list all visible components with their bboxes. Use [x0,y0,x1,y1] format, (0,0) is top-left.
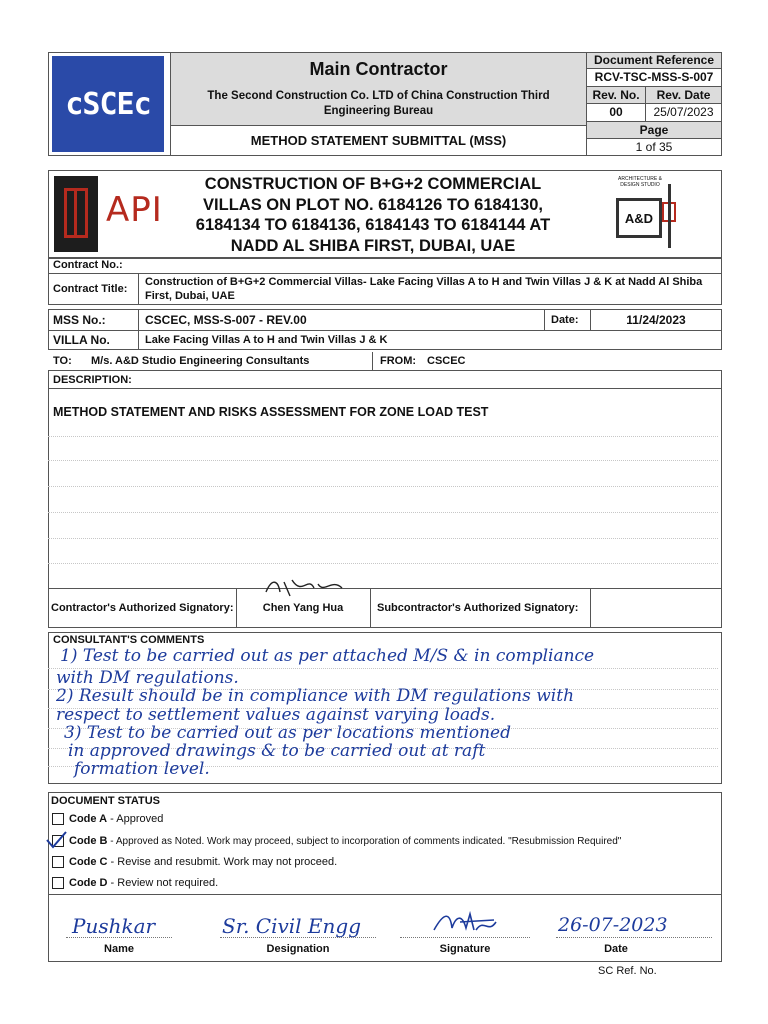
comment-line-6: in approved drawings & to be carried out at raft [68,741,486,761]
mss-date-label: Date: [551,314,579,326]
villa-value: Lake Facing Villas A to H and Twin Villas J & K [145,334,388,346]
from-value: CSCEC [427,355,466,367]
name-label: Name [104,943,134,955]
code-a-code: Code A [69,813,108,825]
code-d-desc: - Review not required. [107,877,219,889]
doc-ref-value: RCV-TSC-MSS-S-007 [586,68,722,87]
page-value: 1 of 35 [586,138,722,156]
contractor-signature-mark [262,574,348,600]
contractor-signatory-label: Contractor's Authorized Signatory: [51,602,234,614]
to-value: M/s. A&D Studio Engineering Consultants [91,355,310,367]
code-d-code: Code D [69,877,108,889]
mss-date-value: 11/24/2023 [626,313,686,327]
approver-signature-mark [430,908,500,938]
submittal-type: METHOD STATEMENT SUBMITTAL (MSS) [250,133,507,148]
subcontractor-signatory-label: Subcontractor's Authorized Signatory: [377,602,579,614]
page-label: Page [586,121,722,139]
ad-logo-text: A&D [624,210,654,226]
mss-no-value: CSCEC, MSS-S-007 - REV.00 [145,313,307,327]
code-d-option [69,877,218,889]
approval-date-handwritten: 26-07-2023 [558,914,668,936]
api-logo-text: API [106,190,163,230]
contract-no-label: Contract No.: [53,259,123,271]
status-label: DOCUMENT STATUS [51,795,160,807]
contract-title-label: Contract Title: [53,283,128,295]
company-name: The Second Construction Co. LTD of China Construction Third Engineering Bureau [170,85,586,125]
comment-line-1: 1) Test to be carried out as per attached M/S & in compliance [60,646,595,666]
contract-title-value: Construction of B+G+2 Commercial Villas- Lake Facing Villas A to H and Twin Villas J & K at Nadd Al Shiba First, Dubai, UAE [145,276,703,302]
ad-logo-caption: ARCHITECTURE & DESIGN STUDIO [618,176,662,188]
comment-line-5: 3) Test to be carried out as per locations mentioned [64,723,511,743]
main-contractor-title: Main Contractor [309,58,448,79]
sc-ref-label: SC Ref. No. [598,965,657,977]
mss-no-label: MSS No.: [53,313,106,327]
code-b-desc: - Approved as Noted. Work may proceed, subject to incorporation of comments indicated. "Resubmission Required" [107,836,622,847]
approver-name-handwritten: Pushkar [72,914,156,938]
code-c-checkbox[interactable] [52,856,64,868]
comment-line-7: formation level. [74,759,210,779]
code-b-check-mark [44,830,68,850]
project-title: CONSTRUCTION OF B+G+2 COMMERCIAL VILLAS ON PLOT NO. 6184126 TO 6184130, 6184134 TO 6184136, 6184143 TO 6184144 AT NADD AL SHIBA FIRST, DUBAI, UAE [195,175,551,255]
description-text: METHOD STATEMENT AND RISKS ASSESSMENT FOR ZONE LOAD TEST [53,405,489,419]
submittal-type-cell [170,125,586,155]
description-label: DESCRIPTION: [53,374,132,386]
api-logo [54,176,166,252]
contract-no-row [48,258,722,274]
code-a-checkbox[interactable] [52,813,64,825]
rev-no-value: 00 [586,103,646,122]
comment-line-2: with DM regulations. [56,668,239,688]
to-label: TO: [53,355,72,367]
code-b-code: Code B [69,835,108,847]
comments-label: CONSULTANT'S COMMENTS [53,634,205,646]
contractor-signatory-name: Chen Yang Hua [262,602,344,614]
code-a-desc: - Approved [107,813,164,825]
code-c-code: Code C [69,856,108,868]
comment-line-4: respect to settlement values against varying loads. [56,705,496,725]
from-label: FROM: [380,355,417,367]
rev-date-label: Rev. Date [645,86,722,104]
code-c-desc: - Revise and resubmit. Work may not proceed. [107,856,338,868]
signature-label: Signature [439,943,491,955]
code-b-option [69,835,621,847]
rev-date-value: 25/07/2023 [645,103,722,122]
code-d-checkbox[interactable] [52,877,64,889]
main-contractor-title-cell [170,53,586,85]
cscec-logo-text: cSCEc [65,86,151,122]
approver-designation-handwritten: Sr. Civil Engg [222,914,362,938]
comment-line-3: 2) Result should be in compliance with DM regulations with [56,686,575,706]
cscec-logo [52,56,164,152]
code-c-option [69,856,337,868]
villa-label: VILLA No. [53,333,110,347]
ad-studio-logo [608,176,684,252]
api-logo-emblem [54,176,98,252]
code-a-option [69,813,163,825]
designation-label: Designation [266,943,330,955]
rev-no-label: Rev. No. [586,86,646,104]
date-label: Date [604,943,628,955]
doc-ref-label: Document Reference [586,52,722,69]
